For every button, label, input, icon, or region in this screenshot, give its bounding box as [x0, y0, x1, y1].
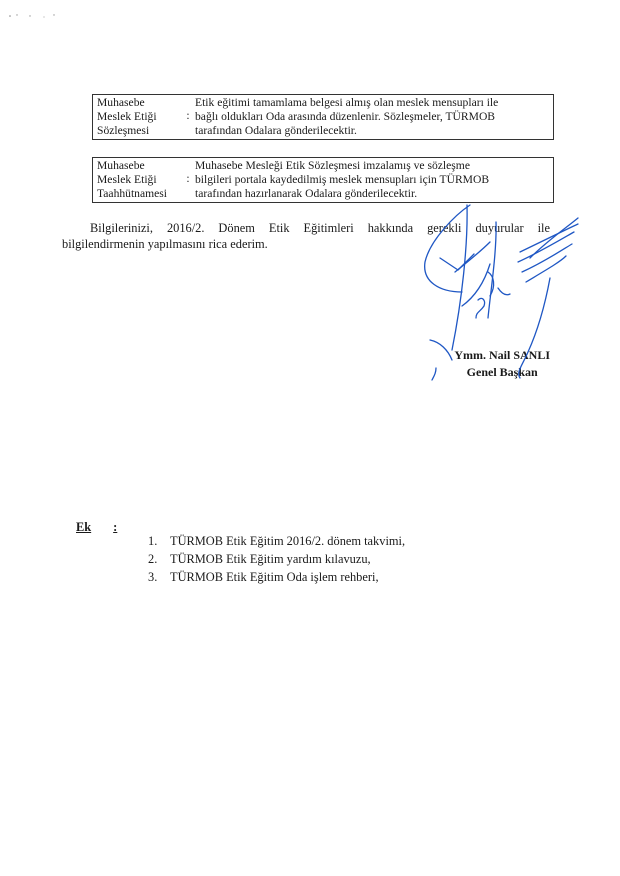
definition-line: Muhasebe Mesleği Etik Sözleşmesi imzalamış ve sözleşme	[195, 159, 470, 172]
definition-line: Etik eğitimi tamamlama belgesi almış olan meslek mensupları ile	[195, 96, 499, 109]
definition-line: tarafından hazırlanarak Odalara gönderilecektir.	[195, 187, 418, 200]
attachments-colon: :	[113, 520, 118, 534]
term-line: Meslek Etiği	[97, 110, 157, 123]
separator-cell	[183, 95, 193, 140]
term-line: Taahhütnamesi	[97, 187, 168, 200]
table-row	[93, 158, 554, 203]
list-item	[148, 532, 405, 550]
paragraph-line: bilgilendirmenin yapılmasını rica ederim.	[62, 237, 268, 251]
item-number: 1.	[148, 534, 158, 548]
attachments-label: Ek	[76, 520, 92, 534]
list-item	[148, 550, 405, 568]
definition-cell	[193, 158, 554, 203]
term-cell	[93, 158, 184, 203]
item-text: TÜRMOB Etik Eğitim Oda işlem rehberi,	[170, 570, 379, 584]
item-text: TÜRMOB Etik Eğitim 2016/2. dönem takvimi,	[170, 534, 406, 548]
item-number: 2.	[148, 552, 158, 566]
definition-line: tarafından Odalara gönderilecektir.	[195, 124, 357, 137]
ethics-commitment-table	[92, 157, 554, 203]
term-line: Meslek Etiği	[97, 173, 157, 186]
term-line: Muhasebe	[97, 96, 145, 109]
term-cell	[93, 95, 184, 140]
colon: :	[186, 109, 190, 122]
paragraph-line: Bilgilerinizi, 2016/2. Dönem Etik Eğitimleri hakkında gerekli duyurular ile	[90, 221, 550, 235]
closing-paragraph	[62, 220, 550, 252]
ethics-contract-table	[92, 94, 554, 140]
item-number: 3.	[148, 570, 158, 584]
definition-cell	[193, 95, 554, 140]
term-line: Muhasebe	[97, 159, 145, 172]
definition-line: bağlı oldukları Oda arasında düzenlenir. Sözleşmeler, TÜRMOB	[195, 110, 496, 123]
scan-specks	[8, 10, 68, 20]
item-text: TÜRMOB Etik Eğitim yardım kılavuzu,	[170, 552, 371, 566]
signature-block	[454, 347, 550, 381]
attachments-list	[148, 532, 405, 586]
attachments-heading	[76, 520, 117, 535]
definition-line: bilgileri portala kaydedilmiş meslek mensupları için TÜRMOB	[195, 173, 490, 186]
list-item	[148, 568, 405, 586]
separator-cell	[183, 158, 193, 203]
table-row	[93, 95, 554, 140]
signer-name: Ymm. Nail SANLI	[454, 348, 550, 362]
term-line: Sözleşmesi	[97, 124, 150, 137]
signer-title: Genel Başkan	[466, 365, 538, 379]
colon: :	[186, 172, 190, 185]
